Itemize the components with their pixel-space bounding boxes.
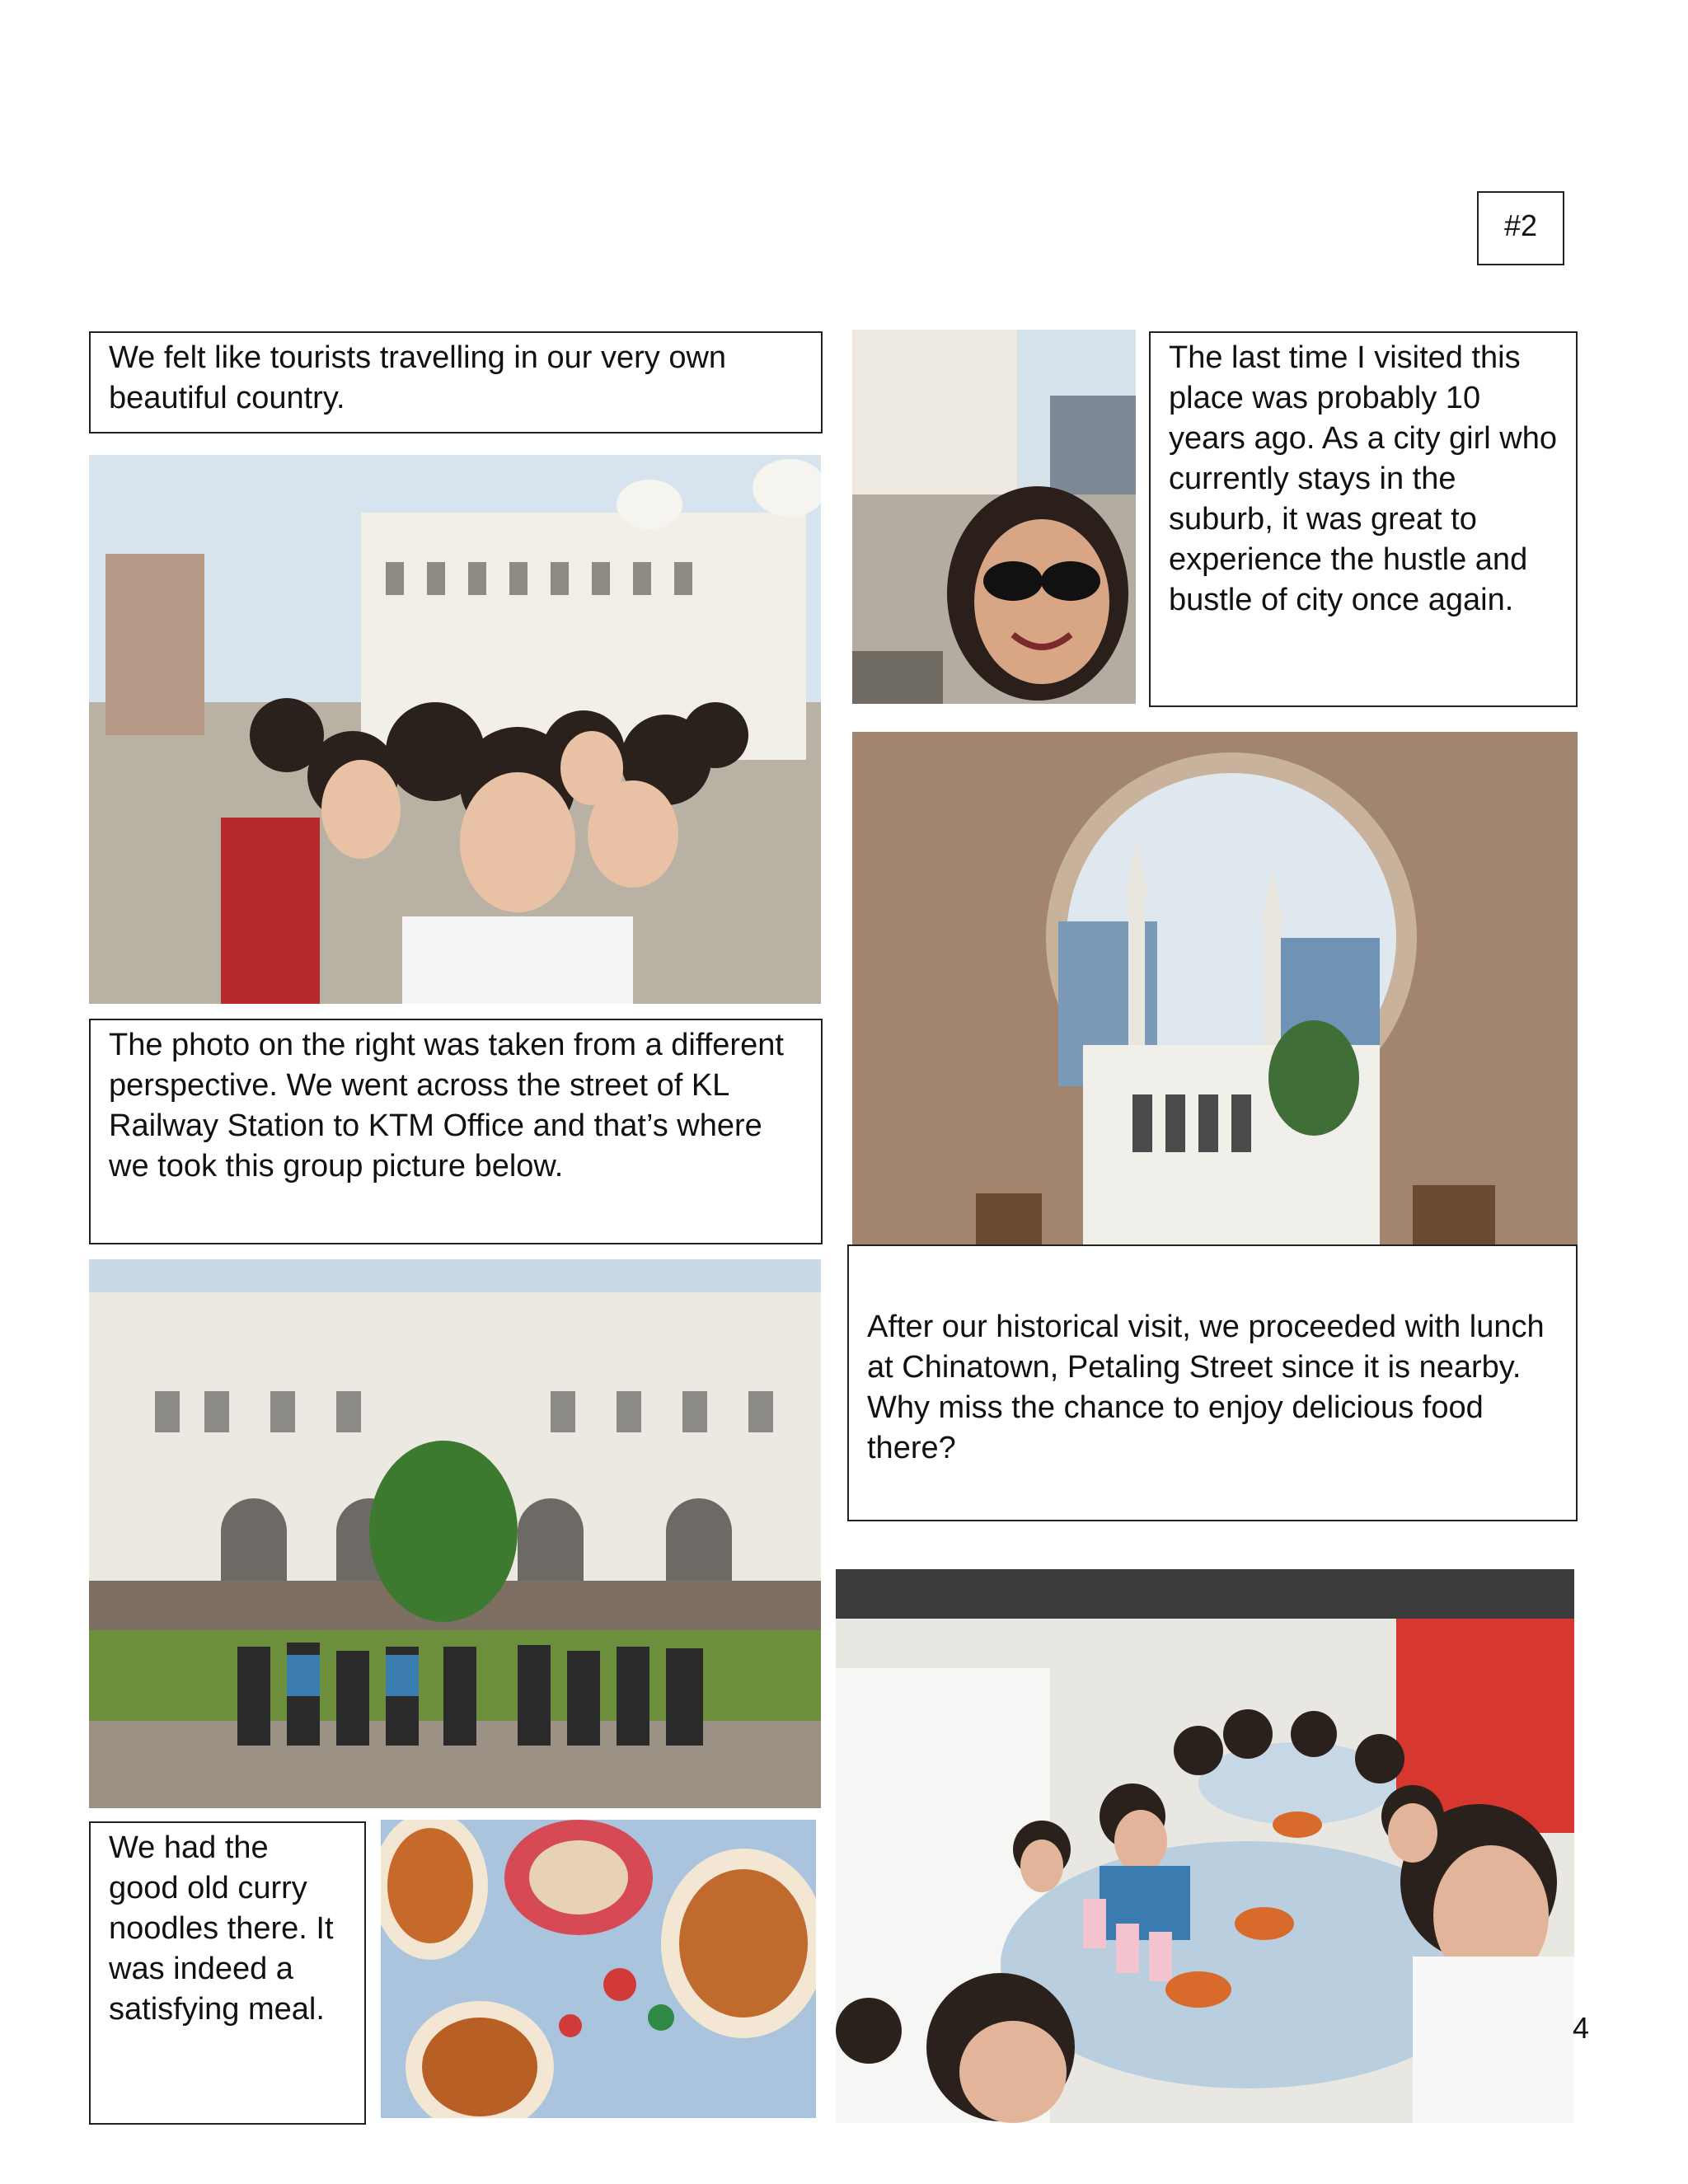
caption-lunch	[847, 1244, 1578, 1521]
caption-last-visit	[1149, 331, 1578, 707]
caption-perspective	[89, 1019, 823, 1244]
caption-curry	[89, 1821, 366, 2125]
solo-selfie-photo	[852, 330, 1136, 704]
chinatown-lunch-photo	[836, 1569, 1574, 2123]
caption-lunch-text: After our historical visit, we proceeded with lunch at Chinatown, Petaling Street since it is nearby. Why miss the chance to enjoy delicious food there?	[867, 1310, 1545, 1465]
footer-page-number: 4	[1573, 2011, 1590, 2045]
caption-perspective-text: The photo on the right was taken from a different perspective. We went across the street of KL Railway Station to KTM Office and that’s where we took this group picture below.	[109, 1028, 784, 1183]
arch-view-photo	[852, 732, 1578, 1244]
caption-tourists	[89, 331, 823, 434]
group-selfie-photo	[89, 455, 821, 1004]
page-number-label: #2	[1477, 191, 1564, 265]
curry-noodles-photo	[381, 1820, 816, 2118]
caption-tourists-text: We felt like tourists travelling in our very own beautiful country.	[109, 340, 727, 415]
caption-last-visit-text: The last time I visited this place was probably 10 years ago. As a city girl who currently stays in the suburb, it was great to experience the hustle and bustle of city once again.	[1169, 340, 1557, 617]
caption-curry-text: We had the good old curry noodles there. It was indeed a satisfying meal.	[109, 1830, 334, 2027]
ktm-office-group-photo	[89, 1259, 821, 1808]
